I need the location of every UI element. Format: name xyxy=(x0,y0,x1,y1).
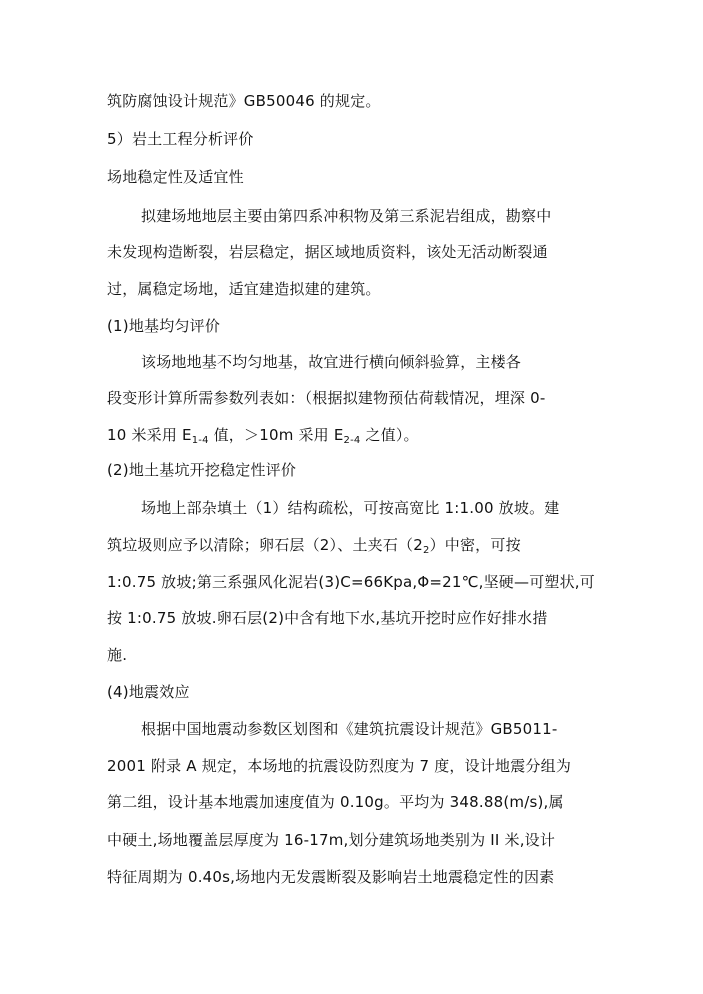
paragraph-line: 施. xyxy=(107,646,128,664)
paragraph-line: 根据中国地震动参数区划图和《建筑抗震设计规范》GB5011- xyxy=(141,720,558,738)
paragraph-line: 拟建场地地层主要由第四系冲积物及第三系泥岩组成，勘察中 xyxy=(141,207,552,225)
paragraph-line: 过，属稳定场地，适宜建造拟建的建筑。 xyxy=(107,280,381,298)
paragraph-line xyxy=(107,425,419,445)
subsection-heading: 场地稳定性及适宜性 xyxy=(107,168,244,186)
section-heading: 5）岩土工程分析评价 xyxy=(107,130,254,148)
paragraph-line: 场地上部杂填土（1）结构疏松，可按高宽比 1:1.00 放坡。建 xyxy=(141,499,560,517)
paragraph-line: 2001 附录 A 规定，本场地的抗震设防烈度为 7 度，设计地震分组为 xyxy=(107,757,572,775)
subsection-heading: (1)地基均匀评价 xyxy=(107,317,221,335)
subsection-heading: (2)地土基坑开挖稳定性评价 xyxy=(107,461,297,479)
text-fragment: 值，＞10m 采用 E xyxy=(208,426,344,444)
paragraph-line: 该场地地基不均匀地基，故宜进行横向倾斜验算，主楼各 xyxy=(141,353,522,371)
subscript: 2-4 xyxy=(343,435,361,446)
paragraph-line: 中硬土,场地覆盖层厚度为 16-17m,划分建筑场地类别为 II 米,设计 xyxy=(107,831,556,849)
paragraph-line: 未发现构造断裂，岩层稳定，据区域地质资料，该处无活动断裂通 xyxy=(107,243,548,261)
text-line: 筑防腐蚀设计规范》GB50046 的规定。 xyxy=(107,92,381,110)
paragraph-line: 特征周期为 0.40s,场地内无发震断裂及影响岩土地震稳定性的因素 xyxy=(107,868,555,886)
paragraph-line: 1:0.75 放坡;第三系强风化泥岩(3)C=66Kpa,Φ=21℃,坚硬—可塑状,可 xyxy=(107,573,595,591)
paragraph-line: 第二组，设计基本地震加速度值为 0.10g。平均为 348.88(m/s),属 xyxy=(107,793,564,811)
paragraph-line: 段变形计算所需参数列表如：（根据拟建物预估荷载情况，埋深 0- xyxy=(107,389,546,407)
text-fragment: 之值）。 xyxy=(360,426,419,444)
subscript: 2 xyxy=(423,545,430,556)
paragraph-line: 按 1:0.75 放坡.卵石层(2)中含有地下水,基坑开挖时应作好排水措 xyxy=(107,609,548,627)
text-fragment: 10 米采用 E xyxy=(107,426,192,444)
text-fragment: 筑垃圾则应予以清除；卵石层（2）、土夹石（2 xyxy=(107,536,423,554)
subsection-heading: (4)地震效应 xyxy=(107,683,190,701)
text-fragment: ）中密，可按 xyxy=(429,536,521,554)
paragraph-line xyxy=(107,535,521,555)
subscript: 1-4 xyxy=(191,435,209,446)
